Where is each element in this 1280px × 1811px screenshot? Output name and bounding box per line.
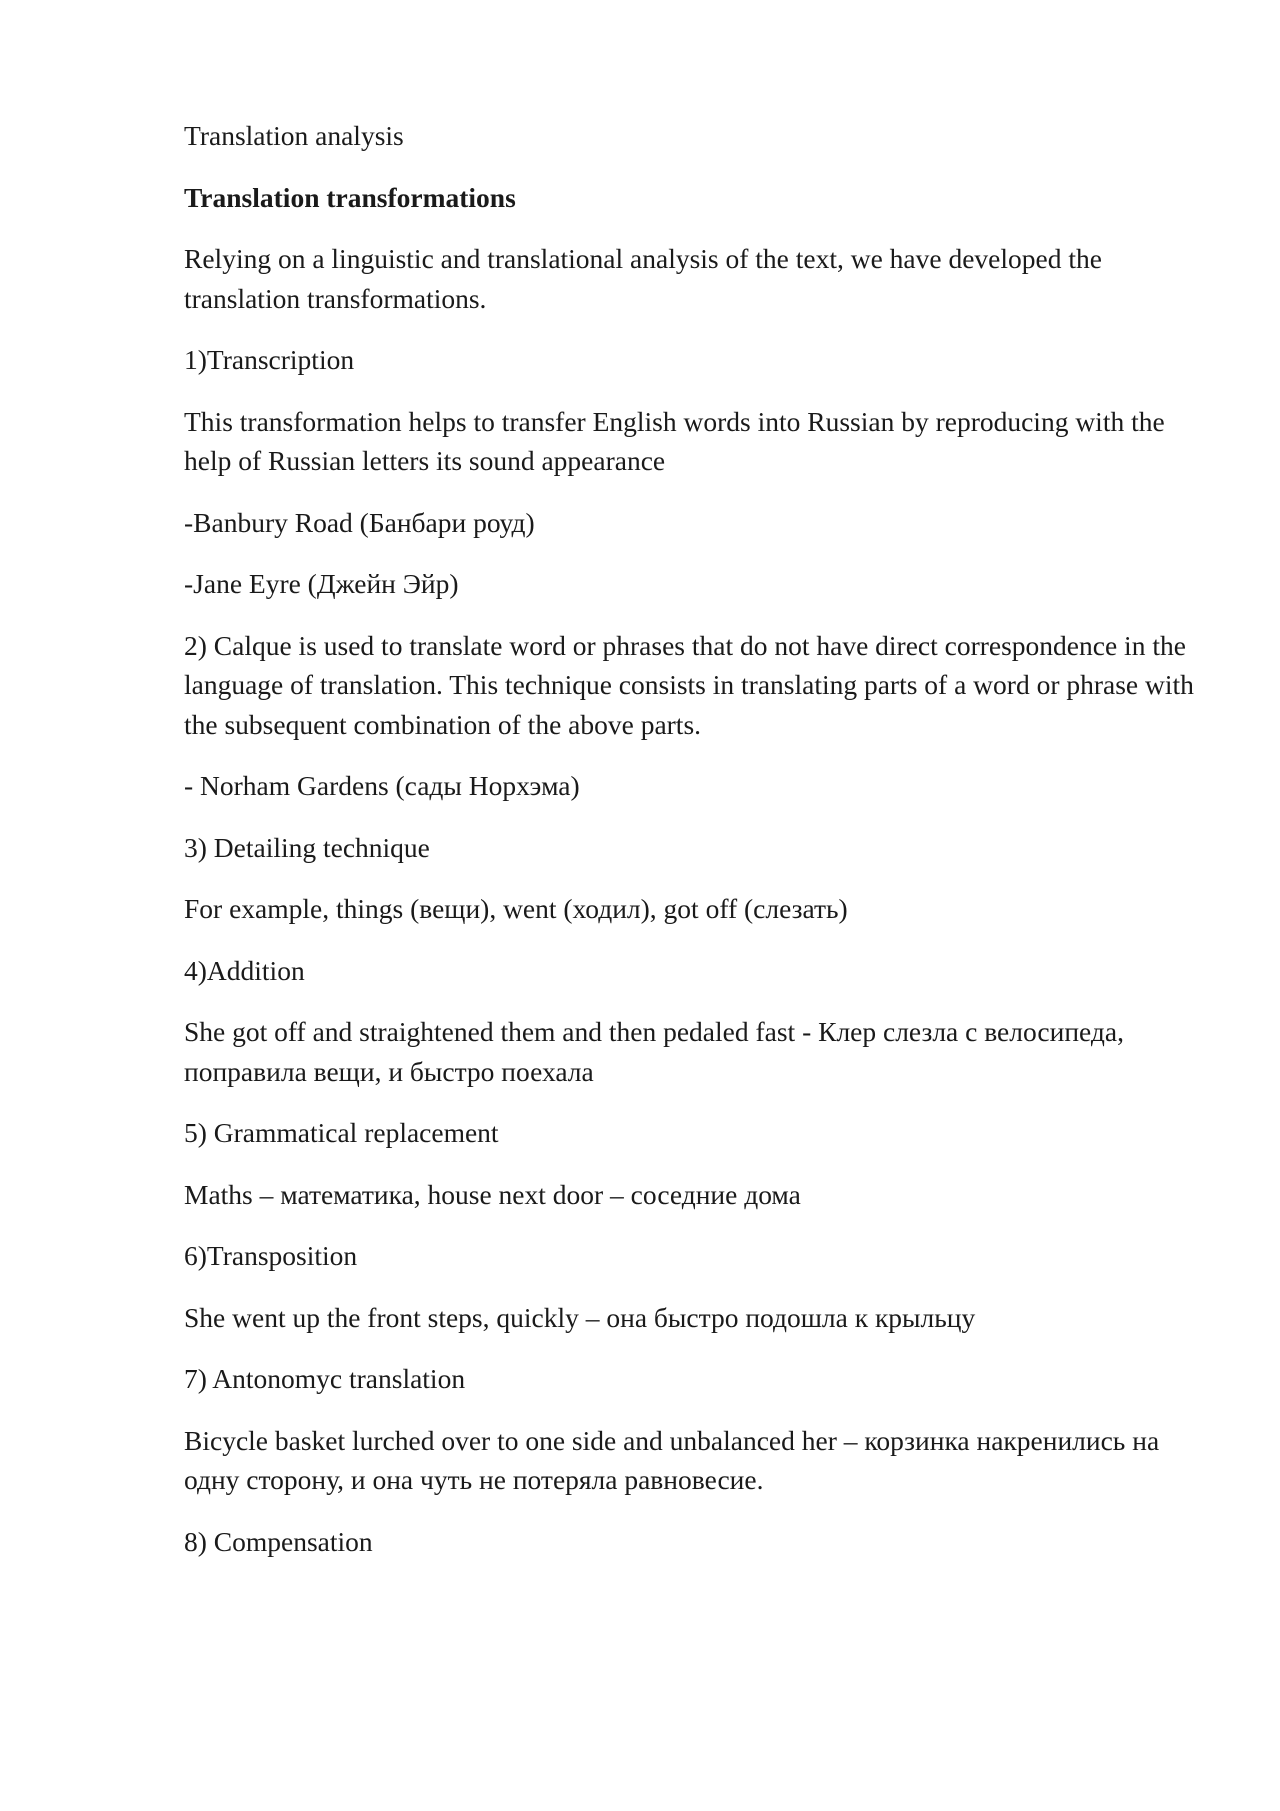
item-heading-transcription: 1)Transcription: [184, 344, 355, 375]
example-line: For example, things (вещи), went (ходил), got off (слезать): [184, 893, 848, 924]
intro-paragraph: Relying on a linguistic and translational analysis of the text, we have developed the translation transformations.: [184, 243, 1102, 314]
item-heading-antonomyc: 7) Antonomyc translation: [184, 1363, 466, 1394]
example-line: She went up the front steps, quickly – она быстро подошла к крыльцу: [184, 1301, 976, 1333]
transcription-description: This transformation helps to transfer English words into Russian by reproducing with the help of Russian letters its sound appearance: [184, 405, 1165, 476]
example-line: Maths – математика, house next door – соседние дома: [184, 1178, 801, 1210]
section-heading: Translation transformations: [184, 181, 516, 213]
item-heading-addition: 4)Addition: [184, 954, 305, 986]
item-heading-transposition: 6)Transposition: [184, 1240, 358, 1271]
example-line: Bicycle basket lurched over to one side and unbalanced her – корзинка накренились на одну сторону, и она чуть не потеряла равновесие.: [184, 1424, 1160, 1495]
item-heading-detailing: 3) Detailing technique: [184, 831, 430, 863]
example-line: -Jane Eyre (Джейн Эйр): [184, 568, 459, 599]
calque-paragraph: 2) Calque is used to translate word or phrases that do not have direct correspondence in the language of translation. This technique consists in translating parts of a word or phrase with the subsequent combination of the above parts.: [184, 629, 1194, 740]
example-line: - Norham Gardens (сады Норхэма): [184, 770, 580, 801]
document-body: [184, 116, 1204, 1583]
example-line: She got off and straightened them and then pedaled fast - Клер слезла с велосипеда, поправила вещи, и быстро поехала: [184, 1016, 1124, 1087]
example-line: -Banbury Road (Банбари роуд): [184, 506, 535, 538]
document-title: Translation analysis: [184, 120, 404, 151]
item-heading-compensation: 8) Compensation: [184, 1525, 373, 1557]
item-heading-grammatical-replacement: 5) Grammatical replacement: [184, 1117, 499, 1148]
